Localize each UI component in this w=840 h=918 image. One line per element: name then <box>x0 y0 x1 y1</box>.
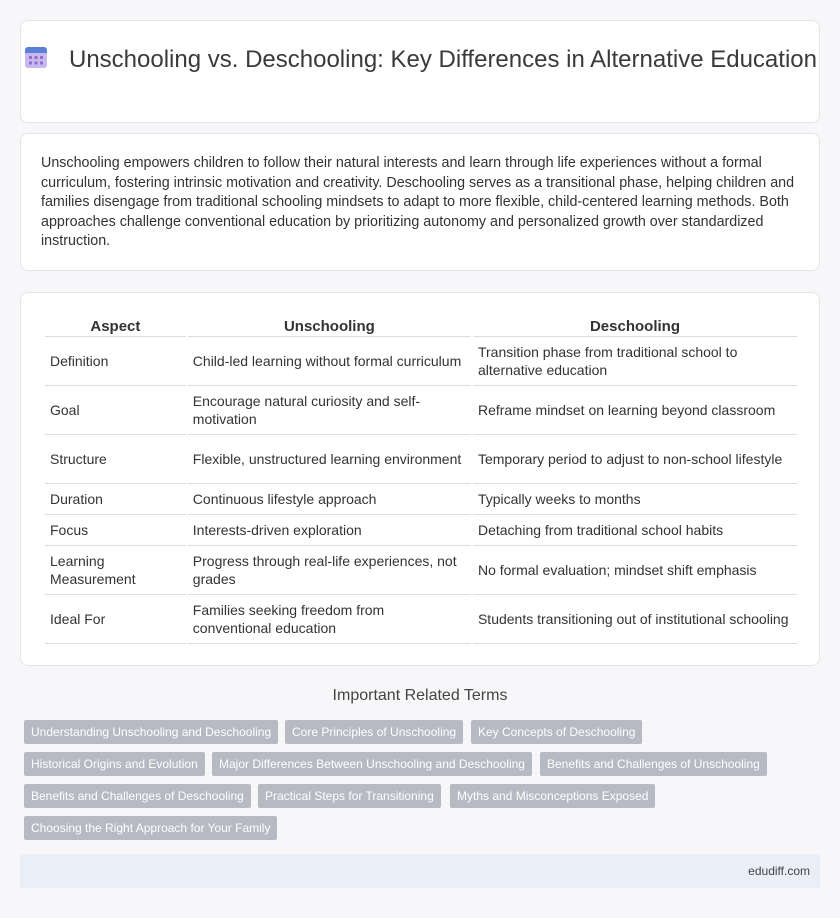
row-unschooling: Encourage natural curiosity and self-motivation <box>188 386 471 435</box>
footer-site-link[interactable]: edudiff.com <box>748 864 810 878</box>
row-aspect: Definition <box>45 337 186 386</box>
row-deschooling: Students transitioning out of institutional schooling <box>473 595 797 644</box>
column-header-aspect: Aspect <box>45 315 186 337</box>
row-aspect: Structure <box>45 435 186 484</box>
row-unschooling: Continuous lifestyle approach <box>188 484 471 515</box>
related-terms-heading: Important Related Terms <box>332 687 508 704</box>
calendar-icon <box>23 44 49 70</box>
row-deschooling: Typically weeks to months <box>473 484 797 515</box>
footer <box>20 854 820 888</box>
title-text: Unschooling vs. Deschooling: Key Differences in Alternative Education <box>69 46 817 73</box>
related-term-link[interactable]: Historical Origins and Evolution <box>24 752 205 776</box>
row-unschooling: Progress through real-life experiences, not grades <box>188 546 471 595</box>
related-term-link[interactable]: Benefits and Challenges of Deschooling <box>24 784 251 808</box>
row-aspect: Focus <box>45 515 186 546</box>
row-deschooling: Reframe mindset on learning beyond classroom <box>473 386 797 435</box>
related-term-link[interactable]: Practical Steps for Transitioning <box>258 784 441 808</box>
intro-card <box>20 133 820 271</box>
row-deschooling: Temporary period to adjust to non-school lifestyle <box>473 435 797 484</box>
column-header-deschooling: Deschooling <box>473 315 797 337</box>
row-aspect: Learning Measurement <box>45 546 186 595</box>
comparison-table <box>43 315 799 644</box>
intro-paragraph: Unschooling empowers children to follow their natural interests and learn through life experiences without a formal curriculum, fostering intrinsic motivation and creativity. Deschooling serves as a transitional phase, helping children and families disengage from traditional schooling mindsets to adapt to more flexible, child-centered learning methods. Both approaches challenge conventional education by prioritizing autonomy and personalized growth over standardized instruction. <box>41 155 795 249</box>
row-unschooling: Interests-driven exploration <box>188 515 471 546</box>
related-term-link[interactable]: Myths and Misconceptions Exposed <box>450 784 655 808</box>
table-row <box>45 337 797 386</box>
table-header-row <box>45 315 797 337</box>
row-aspect: Goal <box>45 386 186 435</box>
related-term-link[interactable]: Core Principles of Unschooling <box>285 720 463 744</box>
related-term-link[interactable]: Major Differences Between Unschooling and Deschooling <box>212 752 532 776</box>
page-title <box>21 44 819 74</box>
related-term-link[interactable]: Benefits and Challenges of Unschooling <box>540 752 767 776</box>
row-aspect: Ideal For <box>45 595 186 644</box>
comparison-table-card <box>20 292 820 666</box>
table-row <box>45 546 797 595</box>
row-unschooling: Families seeking freedom from conventional education <box>188 595 471 644</box>
related-term-link[interactable]: Key Concepts of Deschooling <box>471 720 642 744</box>
row-unschooling: Flexible, unstructured learning environment <box>188 435 471 484</box>
related-term-link[interactable]: Choosing the Right Approach for Your Family <box>24 816 277 840</box>
row-deschooling: Transition phase from traditional school to alternative education <box>473 337 797 386</box>
related-term-link[interactable]: Understanding Unschooling and Deschooling <box>24 720 278 744</box>
table-row <box>45 386 797 435</box>
table-row <box>45 595 797 644</box>
row-deschooling: No formal evaluation; mindset shift emphasis <box>473 546 797 595</box>
table-row <box>45 515 797 546</box>
row-aspect: Duration <box>45 484 186 515</box>
table-row <box>45 435 797 484</box>
table-row <box>45 484 797 515</box>
row-deschooling: Detaching from traditional school habits <box>473 515 797 546</box>
header-card <box>20 20 820 123</box>
column-header-unschooling: Unschooling <box>188 315 471 337</box>
row-unschooling: Child-led learning without formal curriculum <box>188 337 471 386</box>
